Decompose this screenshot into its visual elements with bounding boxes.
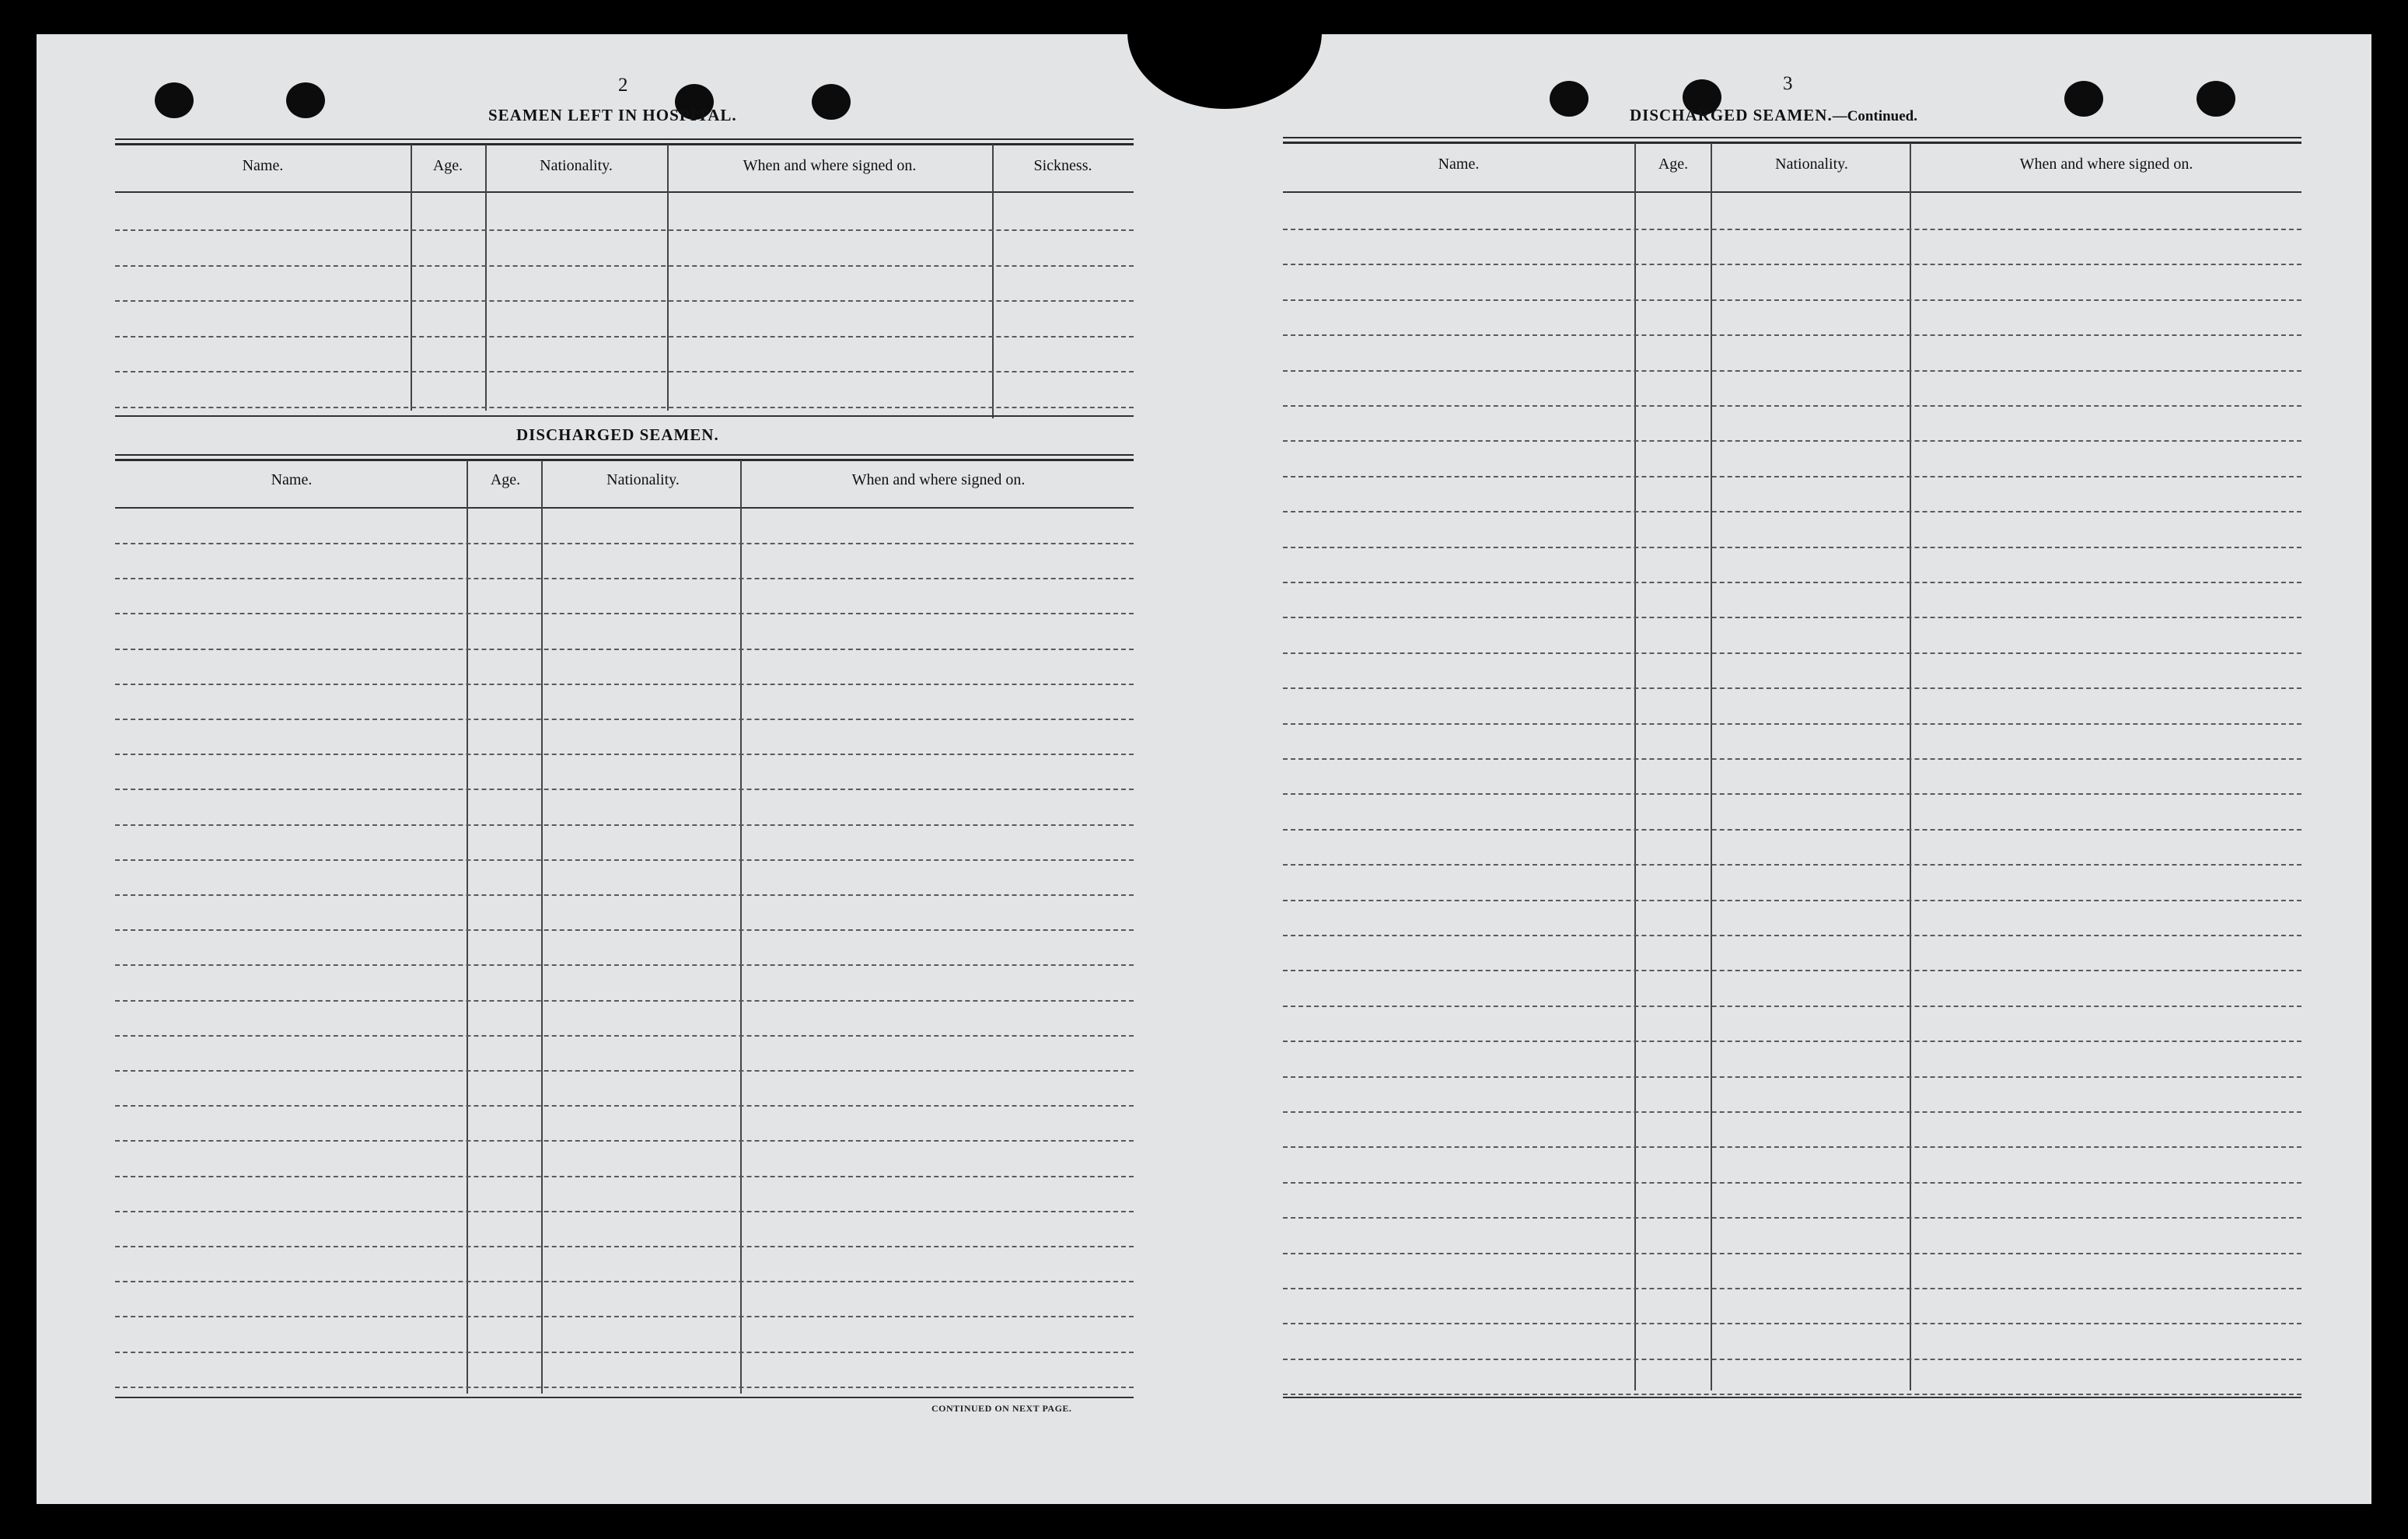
row-rule — [1283, 511, 2301, 512]
column-header-nationality: Nationality. — [606, 471, 680, 488]
column-header-age: Age. — [432, 157, 463, 174]
table-bottom-rule — [115, 415, 1134, 417]
binder-hole — [2064, 81, 2103, 117]
hospital-table — [115, 138, 1134, 418]
page-number-left: 2 — [618, 75, 628, 96]
row-rule — [1283, 1182, 2301, 1184]
binder-hole — [812, 84, 851, 120]
binder-hole — [2197, 81, 2235, 117]
row-rule — [1283, 900, 2301, 901]
row-rule — [115, 824, 1134, 826]
column-header-when-where: When and where signed on. — [743, 157, 917, 174]
row-rule — [1283, 476, 2301, 477]
row-rule — [115, 578, 1134, 579]
table-bottom-rule — [115, 1397, 1134, 1398]
discharged-continued-title-main: DISCHARGED SEAMEN. — [1630, 106, 1833, 124]
row-rule — [1283, 229, 2301, 230]
column-header-age: Age. — [1658, 156, 1689, 173]
row-rule — [1283, 582, 2301, 583]
row-rule — [115, 613, 1134, 614]
column-header-nationality: Nationality. — [540, 157, 613, 174]
row-rule — [115, 1281, 1134, 1282]
row-rule — [1283, 1359, 2301, 1360]
row-rule — [115, 371, 1134, 373]
column-divider — [1634, 143, 1636, 1390]
row-rule — [115, 1035, 1134, 1037]
row-rule — [115, 789, 1134, 790]
continued-footer: CONTINUED ON NEXT PAGE. — [931, 1403, 1072, 1414]
discharged-continued-suffix: —Continued. — [1832, 108, 1917, 124]
row-rule — [1283, 1394, 2301, 1395]
row-rule — [1283, 970, 2301, 971]
table-top-rule — [1283, 137, 2301, 138]
row-rule — [1283, 547, 2301, 548]
column-divider — [992, 145, 994, 418]
row-rule — [115, 1140, 1134, 1142]
column-divider — [1910, 143, 1911, 1390]
discharged-continued-table — [1283, 137, 2301, 1404]
table-top-rule — [115, 454, 1134, 456]
row-rule — [115, 300, 1134, 302]
row-rule — [115, 1246, 1134, 1247]
discharged-continued-title — [1630, 106, 1917, 125]
binder-hole — [155, 82, 194, 118]
row-rule — [115, 684, 1134, 685]
discharged-table — [115, 454, 1134, 1399]
row-rule — [1283, 864, 2301, 866]
column-header-name: Name. — [242, 157, 284, 174]
column-divider — [1711, 143, 1712, 1390]
row-rule — [115, 754, 1134, 755]
row-rule — [115, 1070, 1134, 1072]
column-divider — [467, 460, 468, 1394]
page-number-right: 3 — [1783, 73, 1793, 94]
row-rule — [1283, 652, 2301, 654]
column-header-age: Age. — [490, 471, 521, 488]
row-rule — [115, 1176, 1134, 1177]
header-underline — [115, 507, 1134, 509]
row-rule — [1283, 1041, 2301, 1042]
row-rule — [115, 1211, 1134, 1212]
row-rule — [1283, 1111, 2301, 1113]
column-divider — [541, 460, 543, 1394]
row-rule — [1283, 687, 2301, 689]
row-rule — [115, 719, 1134, 720]
column-header-sickness: Sickness. — [1033, 157, 1092, 174]
row-rule — [1283, 1076, 2301, 1078]
row-rule — [115, 859, 1134, 861]
row-rule — [1283, 440, 2301, 442]
binder-hole — [286, 82, 325, 118]
row-rule — [1283, 1146, 2301, 1148]
row-rule — [1283, 299, 2301, 301]
row-rule — [1283, 370, 2301, 372]
row-rule — [115, 1105, 1134, 1107]
column-header-nationality: Nationality. — [1775, 156, 1848, 173]
row-rule — [1283, 1288, 2301, 1289]
row-rule — [1283, 334, 2301, 336]
row-rule — [1283, 1253, 2301, 1254]
column-header-when-where: When and where signed on. — [851, 471, 1026, 488]
hospital-section-title: SEAMEN LEFT IN HOSPITAL. — [488, 106, 737, 124]
row-rule — [1283, 758, 2301, 760]
row-rule — [1283, 264, 2301, 265]
column-header-when-where: When and where signed on. — [2019, 156, 2193, 173]
header-underline — [115, 191, 1134, 193]
row-rule — [115, 1316, 1134, 1317]
row-rule — [115, 407, 1134, 408]
row-rule — [115, 1352, 1134, 1353]
column-header-name: Name. — [1438, 156, 1480, 173]
row-rule — [115, 543, 1134, 544]
row-rule — [115, 929, 1134, 931]
table-bottom-rule — [1283, 1397, 2301, 1398]
header-underline — [1283, 191, 2301, 193]
row-rule — [1283, 935, 2301, 936]
row-rule — [1283, 1217, 2301, 1219]
table-top-rule — [115, 138, 1134, 140]
row-rule — [1283, 829, 2301, 831]
row-rule — [115, 265, 1134, 267]
row-rule — [115, 336, 1134, 338]
row-rule — [115, 964, 1134, 966]
row-rule — [1283, 1006, 2301, 1007]
column-divider — [740, 460, 742, 1394]
row-rule — [115, 1387, 1134, 1388]
column-header-name: Name. — [271, 471, 313, 488]
discharged-section-title: DISCHARGED SEAMEN. — [516, 425, 719, 444]
row-rule — [1283, 793, 2301, 795]
row-rule — [115, 229, 1134, 231]
row-rule — [115, 1000, 1134, 1002]
row-rule — [115, 894, 1134, 896]
row-rule — [1283, 617, 2301, 618]
row-rule — [1283, 723, 2301, 725]
row-rule — [1283, 1323, 2301, 1324]
row-rule — [115, 649, 1134, 650]
binder-hole — [1550, 81, 1588, 117]
row-rule — [1283, 405, 2301, 407]
